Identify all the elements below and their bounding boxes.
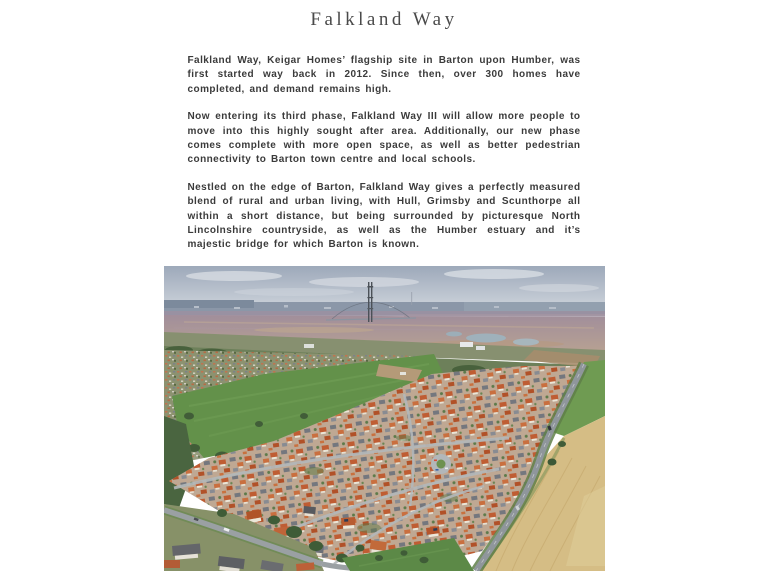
body-paragraph-2: Now entering its third phase, Falkland Way III will allow more people to move into this highly sought after area. Additionally, our new phase comes complete with more open space, as well as better pedestrian connectivity to Barton town centre and local schools. bbox=[187, 111, 581, 166]
body-paragraph-1: Falkland Way, Keigar Homes’ flagship site in Barton upon Humber, was first started way back in 2012. Since then, over 300 homes have completed, and demand remains high. bbox=[187, 55, 581, 95]
aerial-photo bbox=[164, 266, 605, 571]
article-body bbox=[188, 54, 581, 253]
body-paragraph-3: Nestled on the edge of Barton, Falkland Way gives a perfectly measured blend of rural and urban living, with Hull, Grimsby and Scunthorpe all within a short distance, but being surrounded by picturesque North Lincolnshire countryside, as well as the Humber estuary and it’s majestic bridge for which Barton is known. bbox=[187, 181, 581, 251]
page-title: Falkland Way bbox=[310, 9, 458, 30]
